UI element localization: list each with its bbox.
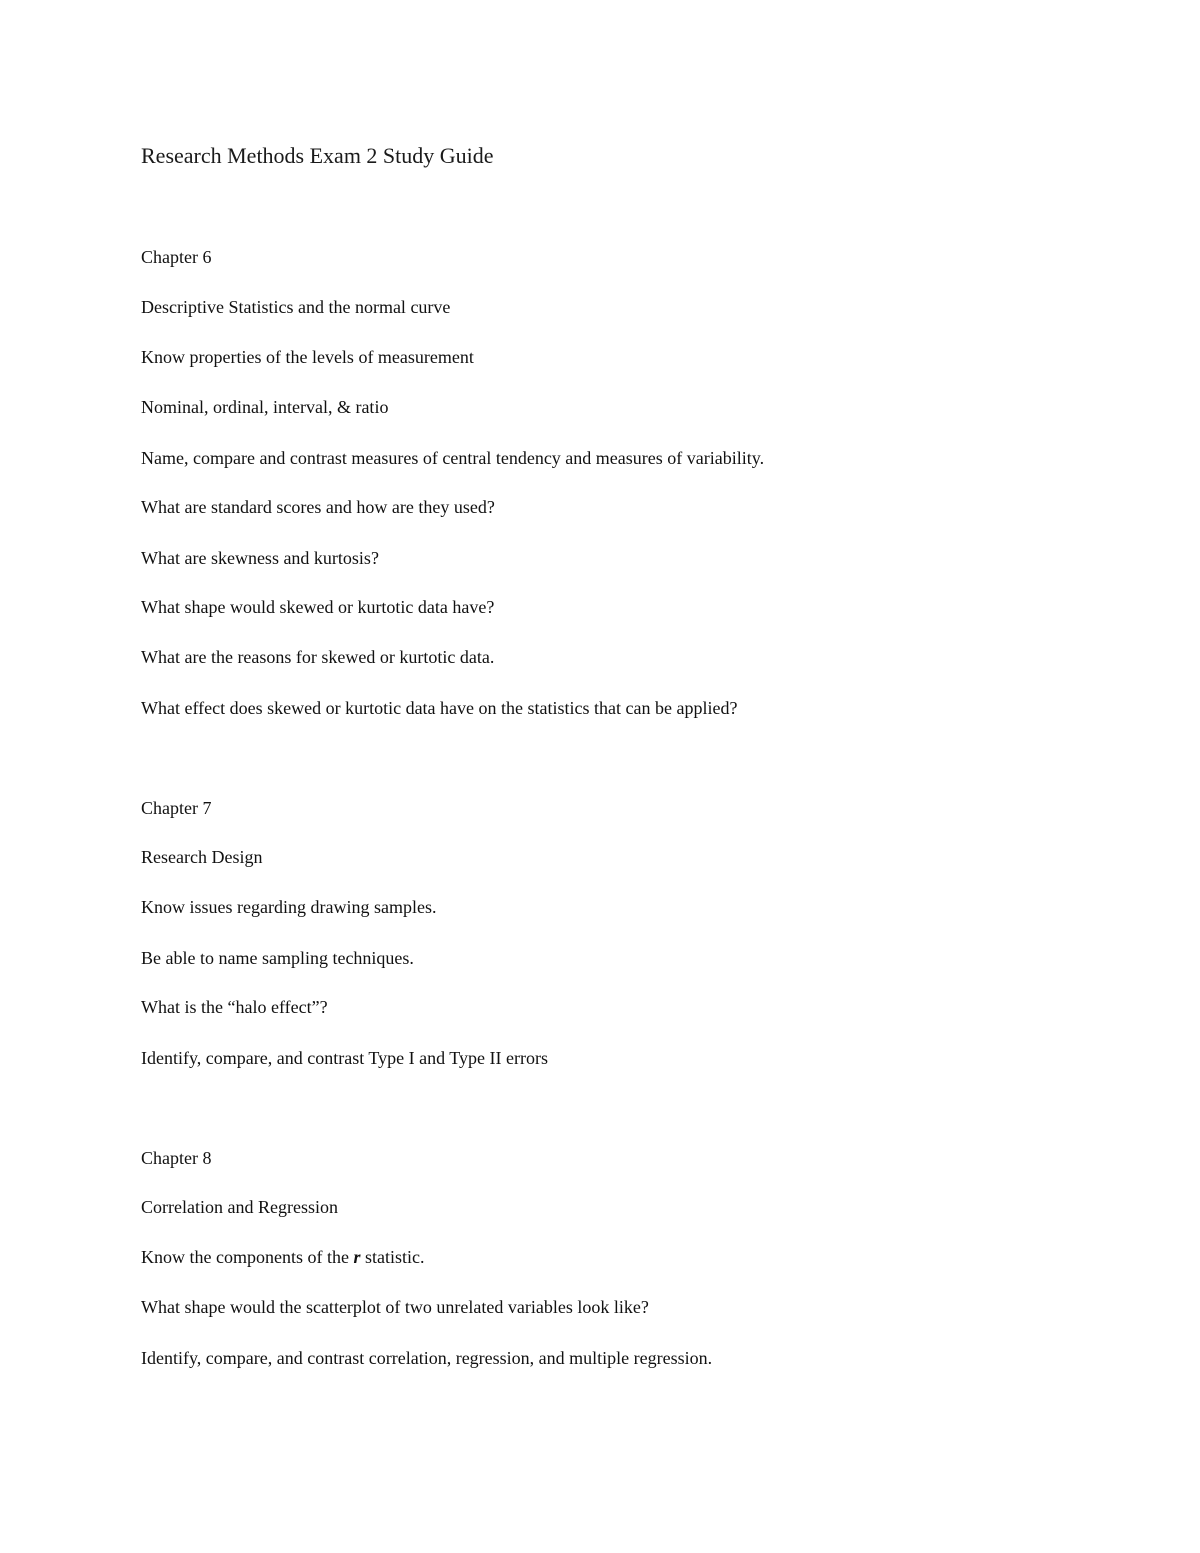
r-line-before: Know the components of the [141, 1247, 354, 1267]
chapter-7-heading: Chapter 7 [141, 798, 212, 818]
chapter-8-topic: Correlation and Regression [141, 1197, 338, 1217]
r-line-after: statistic. [360, 1247, 425, 1267]
chapter-8-heading: Chapter 8 [141, 1148, 212, 1168]
chapter-6-item: What shape would skewed or kurtotic data have? [141, 597, 495, 617]
chapter-6-item: What effect does skewed or kurtotic data have on the statistics that can be applied? [141, 698, 738, 718]
chapter-7-topic: Research Design [141, 847, 263, 867]
chapter-6-item: What are the reasons for skewed or kurtotic data. [141, 647, 495, 667]
chapter-8-item: What shape would the scatterplot of two unrelated variables look like? [141, 1297, 649, 1317]
chapter-7-item: Be able to name sampling techniques. [141, 948, 414, 968]
document-title: Research Methods Exam 2 Study Guide [141, 143, 494, 168]
chapter-8-item: Identify, compare, and contrast correlation, regression, and multiple regression. [141, 1348, 713, 1368]
chapter-6-item: What are skewness and kurtosis? [141, 548, 379, 568]
chapter-6-heading: Chapter 6 [141, 247, 212, 267]
r-symbol: r [353, 1247, 361, 1267]
chapter-6-topic: Descriptive Statistics and the normal curve [141, 297, 451, 317]
chapter-6-item: What are standard scores and how are they used? [141, 497, 495, 517]
chapter-7-item: What is the “halo effect”? [141, 997, 328, 1017]
chapter-7-item: Know issues regarding drawing samples. [141, 897, 437, 917]
chapter-6-item: Know properties of the levels of measurement [141, 347, 474, 367]
chapter-6-item: Name, compare and contrast measures of central tendency and measures of variability. [141, 448, 765, 468]
chapter-7-item: Identify, compare, and contrast Type I and Type II errors [141, 1048, 548, 1068]
chapter-8-r-statistic-line [141, 1245, 424, 1269]
chapter-6-item: Nominal, ordinal, interval, & ratio [141, 397, 389, 417]
